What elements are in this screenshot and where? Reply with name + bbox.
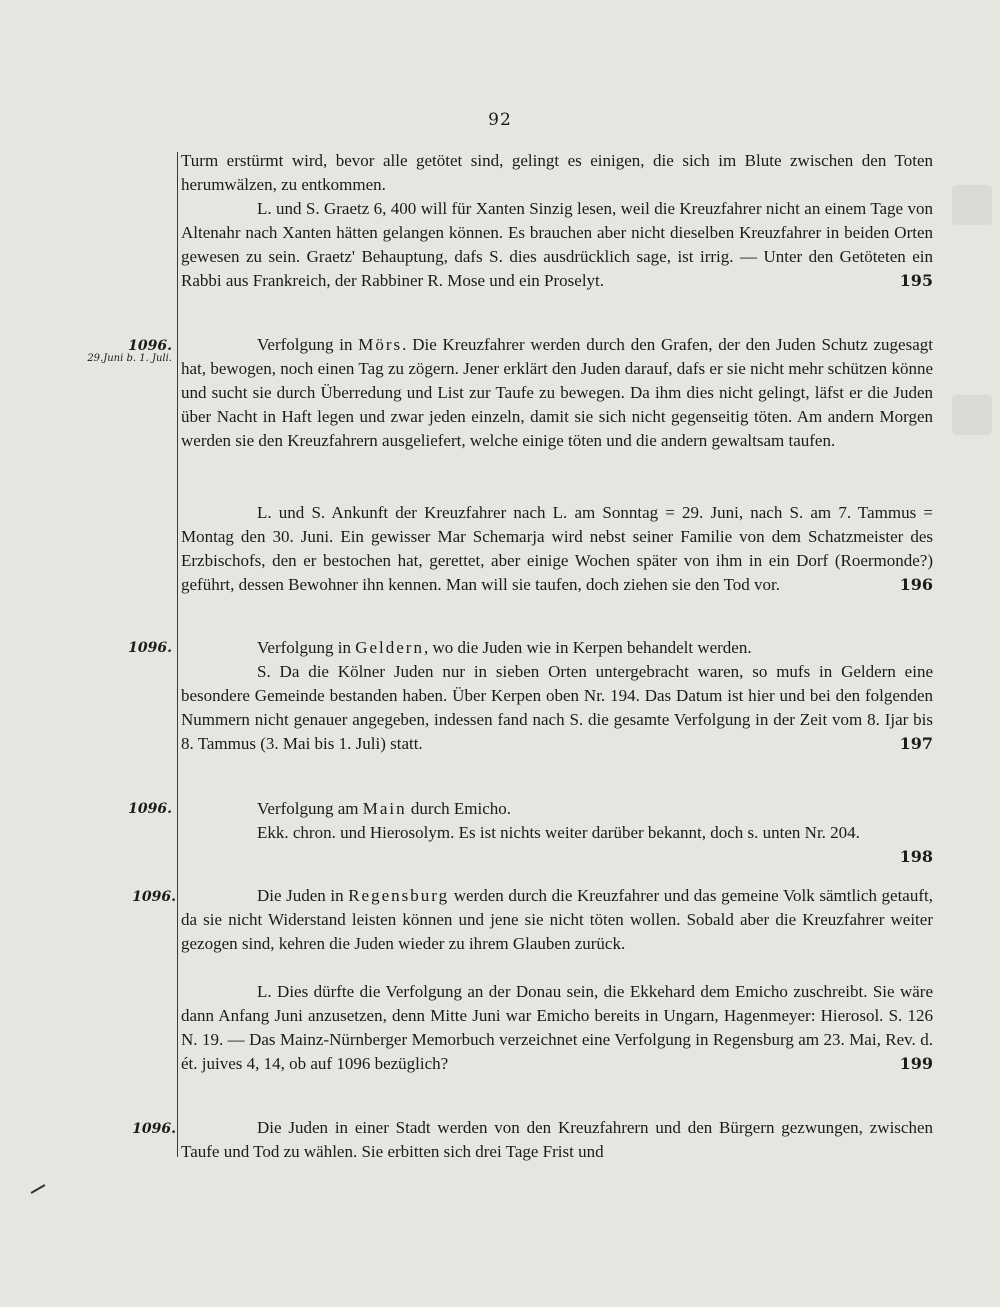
entry-195-notes-text: L. und S. Graetz 6, 400 will für Xanten Sinzig lesen, weil die Kreuzfahrer nicht an einem Tage von Altenahr nach Xanten hätten gelangen können. Es brauchen aber nicht dieselben Kreuzfahrer in beiden Orten gewesen zu sein. Graetz' Behauptung, dafs S. dies ausdrücklich sage, ist irrig. — Unter den Getöteten ein Rabbi aus Frankreich, der Rabbiner R. Mose und ein Proselyt.	[181, 199, 933, 290]
entry-198-lead: Verfolgung am	[257, 799, 363, 818]
margin-year-197-text: 1096.	[128, 640, 172, 656]
bleed-through-mark	[952, 395, 992, 435]
entry-199-notes	[181, 980, 933, 1076]
entry-number-197: 197	[899, 734, 933, 753]
entry-number-199: 199	[899, 1054, 933, 1073]
margin-year-199	[76, 891, 176, 904]
entry-196-rest: . Die Kreuzfahrer werden durch den Grafen, der den Juden Schutz zugesagt hat, bewogen, noch einen Tag zu zögern. Jener erklärt den Juden darauf, dafs er sie nicht mehr schützen könne und sucht sie durch Überredung und List zur Taufe zu bewegen. Da ihm dies nicht gelingt, läfst er die Juden über Nacht in Haft legen und zwar jeden einzeln, damit sie sich nicht gegenseitig töten. Am andern Morgen werden sie den Kreuzfahrern ausgeliefert, welche einige töten und die andern gewaltsam taufen.	[181, 335, 933, 450]
entry-196-notes-text: L. und S. Ankunft der Kreuzfahrer nach L. am Sonntag = 29. Juni, nach S. am 7. Tammus = Montag den 30. Juni. Ein gewisser Mar Schemarja wird nebst seiner Familie von dem Schatzmeister des Erzbischofs, den er bestochen hat, gerettet, aber einige Wochen später von ihm in ein Dorf (Roermonde?) geführt, dessen Bewohner ihn kennen. Man will sie taufen, doch ziehen sie den Tod vor.	[181, 503, 933, 594]
entry-199-place: Regensburg	[348, 886, 450, 905]
bleed-through-mark	[952, 185, 992, 225]
entry-196-place: Mörs	[358, 335, 403, 354]
pencil-mark	[31, 1184, 46, 1194]
margin-year-196	[72, 340, 172, 364]
entry-195-notes	[181, 197, 933, 293]
margin-year-196-text: 1096.	[128, 338, 172, 354]
entry-198-notes-text: Ekk. chron. und Hierosolym. Es ist nichts weiter darüber bekannt, doch s. unten Nr. 204.	[257, 823, 860, 842]
entry-number-198: 198	[899, 847, 933, 866]
margin-date-196: 29.Juni b. 1. Juli.	[87, 353, 172, 364]
margin-rule	[177, 152, 178, 1157]
entry-199-rest: werden durch die Kreuzfahrer und das gemeine Volk sämtlich getauft, da sie nicht Widerstand leisten können und jene sie nicht töten wollen. Sobald aber die Kreuzfahrer weiter gezogen sind, kehren die Juden wieder zu ihrem Glauben zurück.	[181, 886, 933, 953]
page-number: 92	[488, 110, 512, 130]
entry-197-text	[181, 636, 933, 660]
entry-197-notes-text: S. Da die Kölner Juden nur in sieben Orten untergebracht waren, so mufs in Geldern eine besondere Gemeinde bestanden haben. Über Kerpen oben Nr. 194. Das Datum ist hier und bei den folgenden Nummern nicht genauer angegeben, indessen fand nach S. die gesamte Verfolgung in der Zeit vom 8. Ijar bis 8. Tammus (3. Mai bis 1. Juli) statt.	[181, 662, 933, 753]
entry-198-place: Main	[362, 799, 407, 818]
entry-197-rest: , wo die Juden wie in Kerpen behandelt werden.	[423, 638, 752, 657]
margin-year-200-text: 1096.	[132, 1121, 176, 1137]
entry-number-195: 195	[899, 271, 933, 290]
entry-197-place: Geldern	[355, 638, 424, 657]
entry-number-196: 196	[899, 575, 933, 594]
entry-196-lead: Verfolgung in	[257, 335, 359, 354]
margin-year-200	[76, 1123, 176, 1136]
entry-199-text	[181, 884, 933, 956]
entry-196-text	[181, 333, 933, 453]
margin-year-198-text: 1096.	[128, 801, 172, 817]
entry-197-notes	[181, 660, 933, 756]
margin-year-198	[72, 803, 172, 816]
entry-198-rest: durch Emicho.	[406, 799, 511, 818]
entry-198-text	[181, 797, 933, 821]
entry-196-notes	[181, 501, 933, 597]
entry-199-notes-text: L. Dies dürfte die Verfolgung an der Donau sein, die Ekkehard dem Emicho zuschreibt. Sie wäre dann Anfang Juni anzusetzen, denn Mitte Juni war Emicho bereits in Ungarn, Hagenmeyer: Hierosol. S. 126 N. 19. — Das Mainz-Nürnberger Memorbuch verzeichnet eine Verfolgung in Regensburg am 23. Mai, Rev. d. ét. juives 4, 14, ob auf 1096 bezüglich?	[181, 982, 933, 1073]
entry-197-lead: Verfolgung in	[257, 638, 356, 657]
margin-year-199-text: 1096.	[132, 889, 176, 905]
entry-195-text: Turm erstürmt wird, bevor alle getötet sind, gelingt es einigen, die sich im Blute zwischen den Toten herumwälzen, zu entkommen.	[181, 151, 933, 194]
margin-year-197	[72, 642, 172, 655]
entry-198-notes	[181, 821, 933, 869]
entry-199-lead: Die Juden in	[257, 886, 349, 905]
entry-200-text: Die Juden in einer Stadt werden von den Kreuzfahrern und den Bürgern gezwungen, zwischen Taufe und Tod zu wählen. Sie erbitten sich drei Tage Frist und	[181, 1118, 933, 1161]
